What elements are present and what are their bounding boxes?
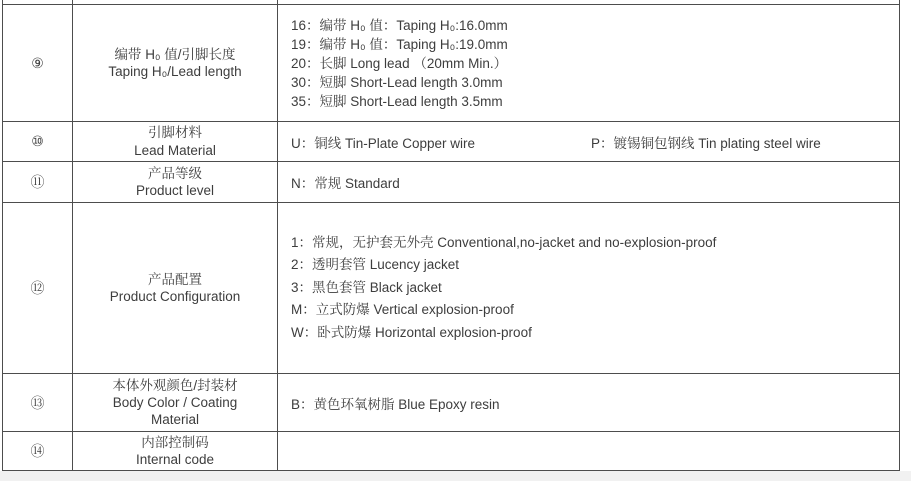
option-line: B：黄色环氧树脂 Blue Epoxy resin bbox=[291, 396, 500, 412]
option-line: 35：短脚 Short-Lead length 3.5mm bbox=[291, 93, 503, 109]
table-row-product-level bbox=[3, 161, 899, 202]
circled-number-10: ⑩ bbox=[31, 133, 44, 149]
category-cell bbox=[73, 162, 278, 202]
category-label-zh: 内部控制码 bbox=[141, 434, 209, 450]
option-p: P：镀锡铜包钢线 Tin plating steel wire bbox=[591, 135, 821, 151]
category-label-en: Body Color / Coating bbox=[112, 395, 238, 410]
options-cell bbox=[278, 203, 899, 373]
option-line: 1：常规，无护套无外壳 Conventional,no-jacket and no-explosion-proof bbox=[291, 234, 717, 250]
category-label-zh: 编带 H₀ 值/引脚长度 bbox=[114, 46, 236, 62]
options-cell bbox=[278, 122, 899, 161]
options-cell bbox=[278, 162, 899, 202]
option-line bbox=[291, 132, 899, 152]
option-line: 19：编带 H₀ 值：Taping H₀:19.0mm bbox=[291, 36, 508, 52]
option-line: 2：透明套管 Lucency jacket bbox=[291, 257, 460, 273]
table-row-product-configuration bbox=[3, 202, 899, 373]
circled-number-14: ⑭ bbox=[30, 443, 45, 459]
table-row-taping-lead-length bbox=[3, 5, 899, 121]
options-cell-empty bbox=[278, 432, 899, 470]
row-index-badge bbox=[3, 374, 73, 431]
category-label-zh: 本体外观颜色/封装材 bbox=[112, 378, 238, 393]
category-label-en: Product Configuration bbox=[109, 289, 241, 304]
option-line: 20：长脚 Long lead （20mm Min.） bbox=[291, 55, 508, 71]
table-row-lead-material bbox=[3, 121, 899, 161]
option-line: N：常规 Standard bbox=[291, 176, 400, 191]
circled-number-13: ⑬ bbox=[30, 394, 45, 411]
category-label-zh: 引脚材料 bbox=[148, 125, 202, 140]
category-label-en: Internal code bbox=[135, 452, 215, 467]
option-line: W：卧式防爆 Horizontal explosion-proof bbox=[291, 324, 532, 340]
category-label-en: Product level bbox=[135, 183, 215, 198]
row-index-badge bbox=[3, 432, 73, 470]
option-line: 3：黑色套管 Black jacket bbox=[291, 279, 442, 295]
circled-number-9: ⑨ bbox=[31, 54, 44, 71]
ordering-code-spec-table bbox=[2, 4, 900, 472]
options-cell bbox=[278, 374, 899, 431]
table-row-body-color-coating bbox=[3, 373, 899, 431]
circled-number-12: ⑫ bbox=[30, 280, 45, 296]
category-cell bbox=[73, 374, 278, 431]
category-cell bbox=[73, 203, 278, 373]
table-row-internal-code bbox=[3, 431, 899, 470]
row-index-badge bbox=[3, 122, 73, 161]
row-index-badge bbox=[3, 162, 73, 202]
category-cell bbox=[73, 5, 278, 121]
category-label-en: Lead Material bbox=[134, 142, 216, 158]
option-line: M：立式防爆 Vertical explosion-proof bbox=[291, 302, 514, 318]
option-line: 16：编带 H₀ 值：Taping H₀:16.0mm bbox=[291, 17, 508, 33]
options-cell bbox=[278, 5, 899, 121]
row-index-badge bbox=[3, 5, 73, 121]
category-label-zh: 产品配置 bbox=[148, 271, 202, 287]
category-label-zh: 产品等级 bbox=[148, 165, 202, 181]
option-line: 30：短脚 Short-Lead length 3.0mm bbox=[291, 74, 503, 90]
category-cell bbox=[73, 432, 278, 470]
page-bottom-margin bbox=[0, 471, 911, 481]
category-label-en: Taping H₀/Lead length bbox=[108, 64, 242, 79]
option-u: U：铜线 Tin-Plate Copper wire bbox=[291, 135, 476, 151]
row-index-badge bbox=[3, 203, 73, 373]
category-cell bbox=[73, 122, 278, 161]
circled-number-11: ⑪ bbox=[30, 174, 45, 190]
category-label-en2: Material bbox=[150, 412, 199, 427]
